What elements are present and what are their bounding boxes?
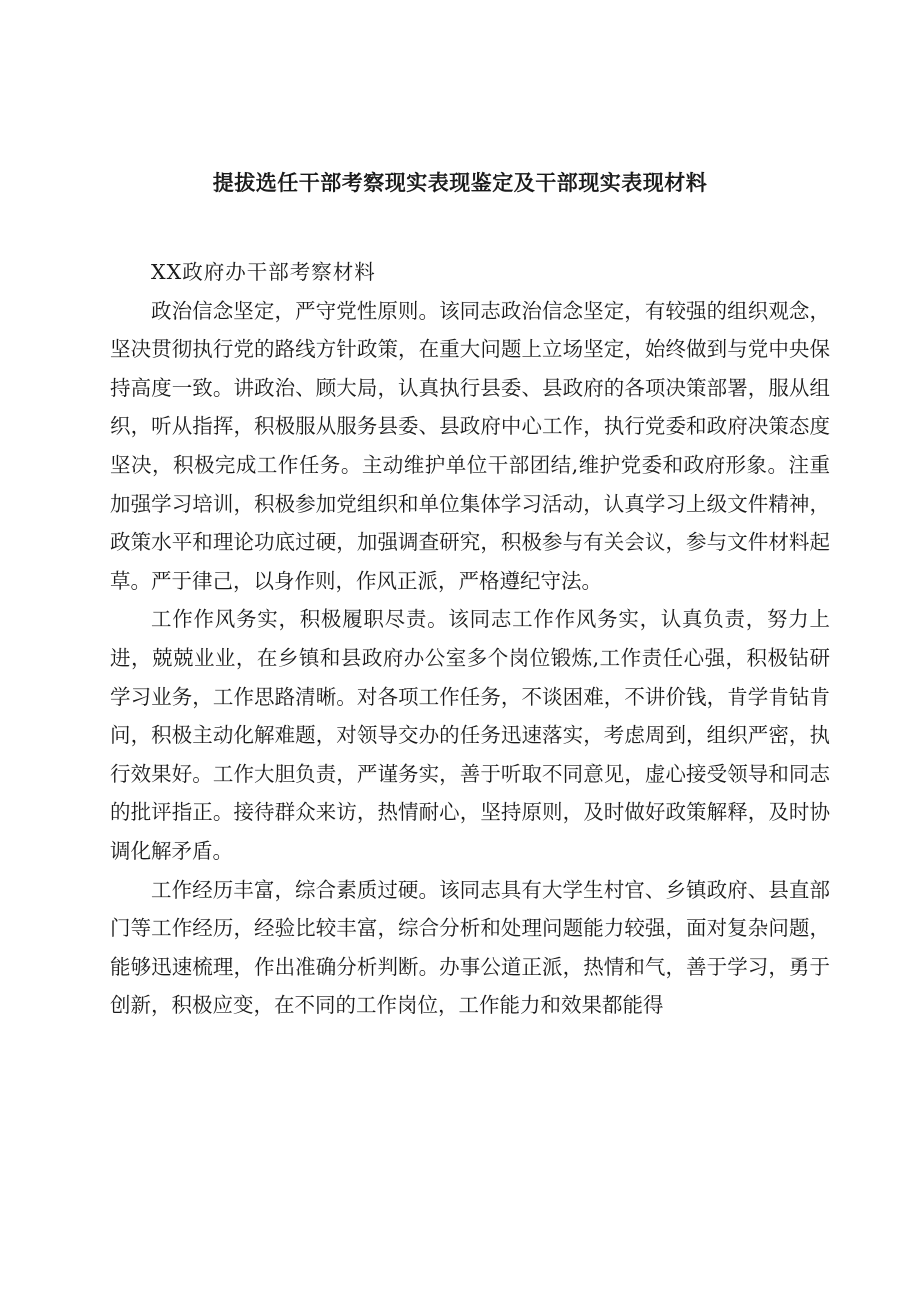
- document-title: 提拔选任干部考察现实表现鉴定及干部现实表现材料: [212, 171, 708, 195]
- paragraph-work-experience: 工作经历丰富，综合素质过硬。该同志具有大学生村官、乡镇政府、县直部门等工作经历，经验比较丰富，综合分析和处理问题能力较强，面对复杂问题，能够迅速梳理，作出准确分析判断。办事公道正派，热情和气，善于学习，勇于创新，积极应变，在不同的工作岗位，工作能力和效果都能得: [110, 877, 830, 1018]
- paragraph-work-style: 工作作风务实，积极履职尽责。该同志工作作风务实，认真负责，努力上进，兢兢业业，在乡镇和县政府办公室多个岗位锻炼,工作责任心强，积极钻研学习业务，工作思路清晰。对各项工作任务，不谈困难，不讲价钱，肯学肯钻肯问，积极主动化解难题，对领导交办的任务迅速落实，考虑周到，组织严密，执行效果好。工作大胆负责，严谨务实，善于听取不同意见，虚心接受领导和同志的批评指正。接待群众来访，热情耐心，坚持原则，及时做好政策解释，及时协调化解矛盾。: [110, 607, 830, 863]
- document-subtitle: XX政府办干部考察材料: [151, 260, 376, 284]
- document-body: [110, 253, 830, 1025]
- paragraph-political-belief: 政治信念坚定，严守党性原则。该同志政治信念坚定，有较强的组织观念，坚决贯彻执行党的路线方针政策，在重大问题上立场坚定，始终做到与党中央保持高度一致。讲政治、顾大局，认真执行县委、县政府的各项决策部署，服从组织，听从指挥，积极服从服务县委、县政府中心工作，执行党委和政府决策态度坚决，积极完成工作任务。主动维护单位干部团结,维护党委和政府形象。注重加强学习培训，积极参加党组织和单位集体学习活动，认真学习上级文件精神，政策水平和理论功底过硬，加强调查研究，积极参与有关会议，参与文件材料起草。严于律己，以身作则，作风正派，严格遵纪守法。: [110, 298, 830, 593]
